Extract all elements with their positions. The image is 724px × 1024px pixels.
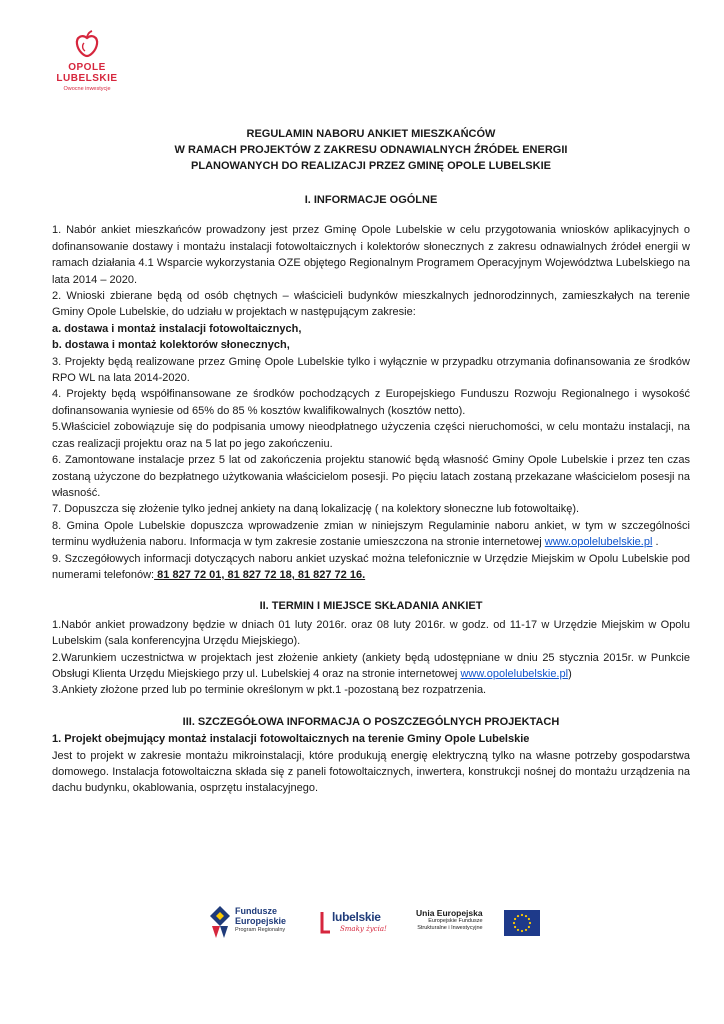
logo-text-lubelskie: LUBELSKIE bbox=[56, 73, 118, 84]
apple-heart-icon bbox=[72, 30, 102, 60]
eu-flag-icon bbox=[504, 910, 540, 936]
paragraph-1-7: 7. Dopuszcza się złożenie tylko jednej ankiety na daną lokalizację ( na kolektory słoneczne lub fotowoltaikę). bbox=[52, 503, 580, 516]
section-3-title: III. SZCZEGÓŁOWA INFORMACJA O POSZCZEGÓLNYCH PROJEKTACH bbox=[182, 715, 560, 728]
title-line-3: PLANOWANYCH DO REALIZACJI PRZEZ GMINĘ OPOLE LUBELSKIE bbox=[191, 160, 551, 172]
logo-text-opole: OPOLE bbox=[68, 62, 106, 73]
title-line-1: REGULAMIN NABORU ANKIET MIESZKAŃCÓW bbox=[246, 128, 496, 140]
unia-europejska-logo bbox=[416, 906, 540, 944]
fe-star-icon bbox=[208, 904, 232, 940]
lubelskie-logo bbox=[318, 906, 388, 946]
paragraph-1-3: 3. Projekty będą realizowane przez Gminę Opole Lubelskie tylko i wyłącznie w przypadku otrzymania dofinansowania ze środków RPO WL na lata 2014-2020. bbox=[52, 355, 690, 385]
fe-line-1: Fundusze bbox=[235, 906, 277, 916]
eu-star bbox=[525, 915, 527, 917]
lubelskie-tagline: Smaky życia! bbox=[340, 925, 387, 933]
paragraph-1-9 bbox=[52, 551, 690, 584]
document-body bbox=[52, 126, 690, 797]
eu-star bbox=[521, 930, 523, 932]
paragraph-2-2-text: 2.Warunkiem uczestnictwa w projektach jest złożenie ankiety (ankiety będą udostępniane w dniu 25 stycznia 2015r. w Punkcie Obsługi Klienta Urzędu Miejskiego przy ul. Lubelskiej 4 oraz na stronie internetowej bbox=[52, 651, 690, 680]
paragraph-1-1: 1. Nabór ankiet mieszkańców prowadzony jest przez Gminę Opole Lubelskie w celu przygotowania wniosków aplikacyjnych o dofinansowanie dostawy i montażu instalacji fotowoltaicznych i kolektorów słonecznych z zakresu odnawialnych źródeł energii w ramach działania 4.1 Wsparcie wykorzystania OZE objętego Regionalnym Programem Operacyjnym Województwa Lubelskiego na lata 2014 – 2020. bbox=[52, 224, 690, 286]
eu-star bbox=[528, 926, 530, 928]
eu-star bbox=[528, 918, 530, 920]
section-1-title: I. INFORMACJE OGÓLNE bbox=[304, 194, 438, 206]
paragraph-1-9-text: 9. Szczegółowych informacji dotyczących naboru ankiet uzyskać można telefonicznie w Urzędzie Miejskim w Opolu Lubelskie pod numerami telefonów: bbox=[52, 552, 690, 581]
ue-title: Unia Europejska bbox=[416, 908, 483, 918]
paragraph-2-1: 1.Nabór ankiet prowadzony będzie w dniach 01 luty 2016r. oraz 08 luty 2016r. w godz. od 11-17 w Urzędzie Miejskim w Opolu Lubelskim (sala konferencyjna Urzędu Miejskiego). bbox=[52, 618, 690, 648]
paragraph-2-2-end: ) bbox=[568, 667, 572, 680]
fundusze-europejskie-logo bbox=[208, 904, 308, 946]
eu-star bbox=[529, 922, 531, 924]
document-title bbox=[52, 126, 690, 174]
opole-lubelskie-logo bbox=[28, 20, 146, 116]
paragraph-2-3: 3.Ankiety złożone przed lub po terminie określonym w pkt.1 -pozostaną bez rozpatrzenia. bbox=[52, 684, 487, 697]
paragraph-1-2: 2. Wnioski zbierane będą od osób chętnych – właścicieli budynków mieszkalnych jednorodzinnych, zamieszkałych na terenie Gminy Opole Lubelskie, do udziału w projektach w następującym zakresie: bbox=[52, 290, 690, 319]
website-link-1[interactable]: www.opolelubelskie.pl bbox=[544, 536, 653, 549]
logo-tagline: Owocne inwestycje bbox=[63, 86, 111, 92]
paragraph-2-2 bbox=[52, 650, 690, 683]
paragraph-1-4: 4. Projekty będą współfinansowane ze środków pochodzących z Europejskiego Funduszu Rozwoju Regionalnego i wysokość dofinansowania wyniesie od 65% do 85 % kosztów kwalifikowalnych (kosztów netto). bbox=[52, 388, 690, 417]
fe-subtitle: Program Regionalny bbox=[235, 927, 286, 933]
fe-text-block bbox=[235, 906, 286, 934]
eu-star bbox=[513, 922, 515, 924]
website-link-2[interactable]: www.opolelubelskie.pl bbox=[460, 667, 569, 680]
paragraph-1-8-end: . bbox=[652, 536, 659, 549]
paragraph-1-8-text: 8. Gmina Opole Lubelskie dopuszcza wprowadzenie zmian w niniejszym Regulaminie naboru ankiet, w tym w szczególności terminu wydłużenia naboru. Informacja w tym zakresie zostanie umieszczona na stronie internetowej bbox=[52, 519, 690, 549]
paragraph-3-1: Jest to projekt w zakresie montażu mikroinstalacji, które produkują energię elektryczną tylko na własne potrzeby gospodarstwa domowego. Instalacja fotowoltaiczna składa się z paneli fotowoltaicznych, inwertera, konstrukcji nośnej do montażu urządzenia na dachu budynku, okablowania, osprzętu instalacyjnego. bbox=[52, 749, 690, 795]
title-line-2: W RAMACH PROJEKTÓW Z ZAKRESU ODNAWIALNYCH ŹRÓDEŁ ENERGII bbox=[174, 144, 568, 156]
scope-item-a: a. dostawa i montaż instalacji fotowoltaicznych, bbox=[52, 322, 302, 335]
phone-numbers: 81 827 72 01, 81 827 72 18, 81 827 72 16. bbox=[154, 568, 366, 581]
scope-item-b: b. dostawa i montaż kolektorów słonecznych, bbox=[52, 339, 290, 352]
paragraph-1-5: 5.Właściciel zobowiązuje się do podpisania umowy nieodpłatnego użyczenia części nieruchomości, w celu montażu instalacji, na czas realizacji projektu oraz na 5 lat po jego zakończeniu. bbox=[52, 421, 690, 450]
paragraph-1-6: 6. Zamontowane instalacje przez 5 lat od zakończenia projektu stanowić będą własność Gminy Opole Lubelskie i przez ten czas zostaną użyczone do bezpłatnego użytkowania właścicielom posesji. Po pięciu latach zostaną przekazane właścicielom posesji na własność. bbox=[52, 454, 690, 499]
lubelskie-emblem-icon bbox=[318, 910, 332, 936]
paragraph-1-8 bbox=[52, 518, 690, 551]
eu-star bbox=[525, 929, 527, 931]
ue-text-block bbox=[416, 908, 483, 931]
eu-star bbox=[517, 929, 519, 931]
footer-logos bbox=[0, 900, 724, 950]
project-1-heading: 1. Projekt obejmujący montaż instalacji fotowoltaicznych na terenie Gminy Opole Lubelskie bbox=[52, 733, 530, 746]
lubelskie-wordmark: lubelskie bbox=[332, 910, 381, 924]
eu-star bbox=[521, 914, 523, 916]
eu-star bbox=[514, 918, 516, 920]
ue-subtitle-1: Europejskie Fundusze bbox=[428, 918, 483, 924]
ue-subtitle-2: Strukturalne i Inwestycyjne bbox=[417, 924, 483, 931]
section-2-title: II. TERMIN I MIEJSCE SKŁADANIA ANKIET bbox=[259, 600, 483, 613]
eu-star bbox=[514, 926, 516, 928]
eu-star bbox=[517, 915, 519, 917]
fe-line-2: Europejskie bbox=[235, 916, 287, 926]
